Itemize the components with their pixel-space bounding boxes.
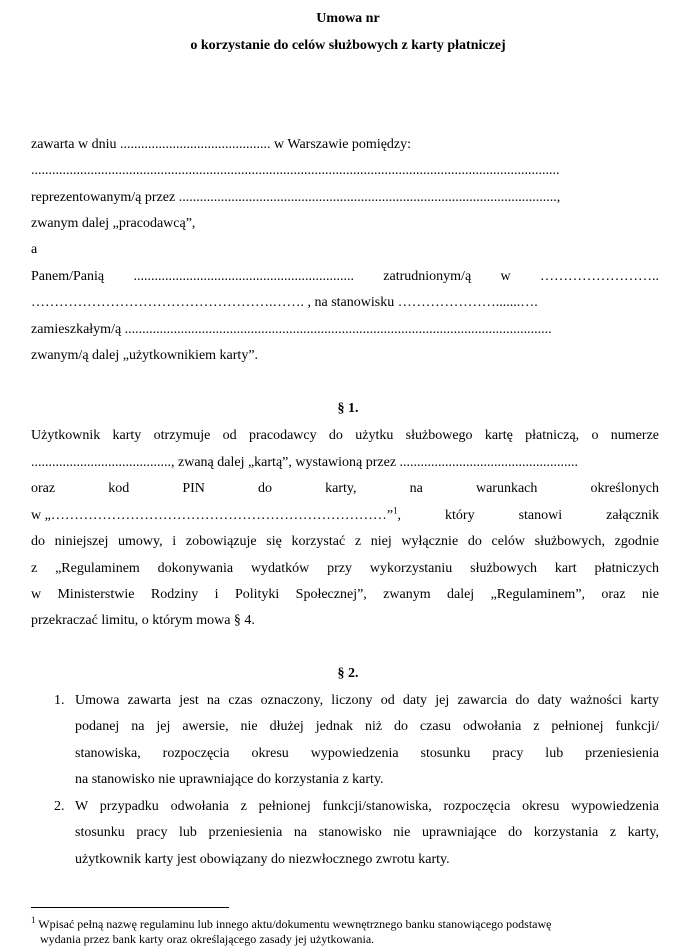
item-1-line-4: na stanowisko nie uprawniające do korzystania z karty. [75,772,384,787]
footnote-marker: 1 [31,915,36,925]
employer-unit-blank: …………………….. [539,269,659,284]
s1-word: do [258,481,273,496]
intro-employer-blank: ....................................................................................................................................................... [31,163,560,178]
s1-word: na [409,481,423,496]
employed-in-label: w [500,269,511,284]
employee-label: Panem/Panią [31,269,105,284]
intro-address-line: zamieszkałym/ą .......................................................................................................................... [31,322,552,337]
item-1-line-1: Umowa zawarta jest na czas oznaczony, liczony od daty jej zawarcia do daty ważności karty [75,693,659,708]
section-1-line-3 [31,480,659,498]
item-2-line-1: W przypadku odwołania z pełnionej funkcji/stanowiska, rozpoczęcia okresu wypowiedzenia [75,799,659,814]
s1-word: oraz [31,481,56,496]
regulation-blank-text: w „………………………………………………………………” [31,508,394,523]
footnote-line-1 [31,917,551,932]
section-1-line-5: do niniejszej umowy, i zobowiązuje się korzystać z niej wyłącznie do celów służbowych, zgodnie [31,534,659,549]
intro-date-line: zawarta w dniu ........................................... w Warszawie pomiędzy: [31,137,412,152]
document-title: Umowa nr [316,11,380,26]
section-1-line-7: w Ministerstwie Rodziny i Polityki Społecznej”, zwanym dalej „Regulaminem”, oraz nie [31,587,659,602]
section-1-line-4 [31,507,659,525]
s1-word: stanowi [518,508,563,523]
item-2-number: 2. [54,799,65,814]
employee-name-blank: ............................................................... [133,269,354,284]
footnote-line-2: wydania przez bank karty oraz określającego zasady jej użytkowania. [40,932,375,946]
s1-word: określonych [590,481,659,496]
section-1-line-8: przekraczać limitu, o którym mowa § 4. [31,613,255,628]
section-1-line-2: ........................................, zwaną dalej „kartą”, wystawioną przez ................................................... [31,455,579,470]
intro-position-line: …………………………………………….……. , na stanowisku ………………….......…. [31,295,538,310]
intro-and: a [31,242,38,257]
s1-word: kod [108,481,130,496]
footnote-text-1: Wpisać pełną nazwę regulaminu lub innego aktu/dokumentu wewnętrznego banku stanowiącego podstawę [38,917,552,931]
s1-word: karty, [325,481,357,496]
section-1-heading: § 1. [337,401,359,416]
item-1-line-2: podanej na jej awersie, nie dłużej jednak niż do czasu odwołania z pełnionej funkcji/ [75,719,659,734]
s1-word: warunkach [475,481,538,496]
regulation-name-blank [31,507,401,525]
document-subtitle: o korzystanie do celów służbowych z karty płatniczej [190,38,506,53]
s1-word: który [445,508,475,523]
footnote-separator [31,907,229,908]
item-1-line-3: stanowiska, rozpoczęcia okresu wypowiedzenia stosunku pracy lub przeniesienia [75,746,659,761]
item-1-number: 1. [54,693,65,708]
intro-employee-line [31,268,659,286]
footnote-ref-1[interactable]: 1 [393,505,398,516]
intro-represented-line: reprezentowanym/ą przez ............................................................................................................, [31,190,561,205]
item-2-line-2: stosunku pracy lub przeniesienia na stanowisko nie uprawniające do korzystania z karty, [75,825,659,840]
comma: , [397,508,402,523]
intro-employer-alias: zwanym dalej „pracodawcą”, [31,216,196,231]
employed-label: zatrudnionym/ą [383,269,472,284]
item-2-line-3: użytkownik karty jest obowiązany do niezwłocznego zwrotu karty. [75,852,450,867]
s1-word: PIN [182,481,205,496]
section-1-line-1: Użytkownik karty otrzymuje od pracodawcy do użytku służbowego kartę płatniczą, o numerze [31,428,659,443]
section-1-line-6: z „Regulaminem dokonywania wydatków przy wykorzystaniu służbowych kart płatniczych [31,561,659,576]
intro-user-alias: zwanym/ą dalej „użytkownikiem karty”. [31,348,259,363]
s1-word: załącznik [606,508,659,523]
section-2-heading: § 2. [337,666,359,681]
